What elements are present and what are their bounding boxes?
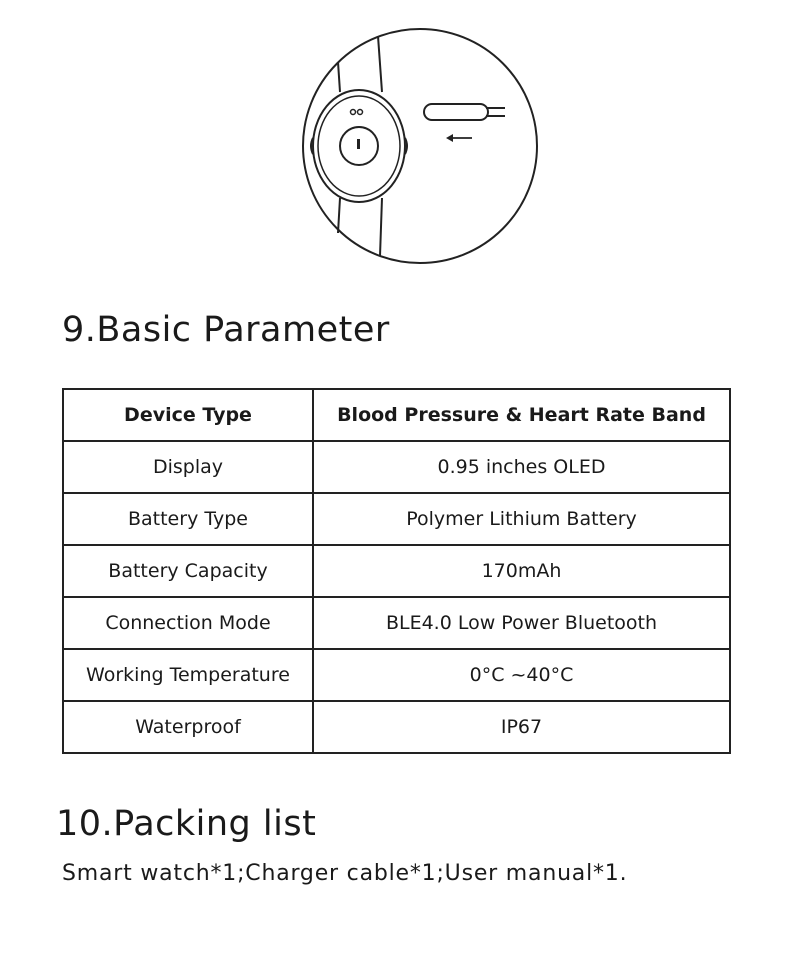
row-value: IP67 xyxy=(313,701,730,753)
basic-parameter-table xyxy=(62,388,731,754)
row-label: Battery Capacity xyxy=(63,545,313,597)
row-value: 170mAh xyxy=(313,545,730,597)
row-value: 0.95 inches OLED xyxy=(313,441,730,493)
row-value: 0°C ~40°C xyxy=(313,649,730,701)
charging-contact-icon xyxy=(351,110,356,115)
row-label: Display xyxy=(63,441,313,493)
packing-list-text: Smart watch*1;Charger cable*1;User manual*1. xyxy=(62,861,628,886)
insert-arrow-icon xyxy=(446,134,472,142)
table-row xyxy=(63,441,730,493)
row-label: Working Temperature xyxy=(63,649,313,701)
row-label: Battery Type xyxy=(63,493,313,545)
table-header-row xyxy=(63,389,730,441)
row-value: BLE4.0 Low Power Bluetooth xyxy=(313,597,730,649)
watch-charging-illustration xyxy=(300,26,540,266)
packing-list-title: 10.Packing list xyxy=(56,804,317,844)
basic-parameter-title: 9.Basic Parameter xyxy=(62,310,390,350)
row-value: Polymer Lithium Battery xyxy=(313,493,730,545)
charger-plug-icon xyxy=(424,104,505,120)
table-row xyxy=(63,545,730,597)
row-label: Waterproof xyxy=(63,701,313,753)
table-row xyxy=(63,649,730,701)
table-row xyxy=(63,597,730,649)
table-header-value: Blood Pressure & Heart Rate Band xyxy=(313,389,730,441)
row-label: Connection Mode xyxy=(63,597,313,649)
table-row xyxy=(63,701,730,753)
table-row xyxy=(63,493,730,545)
table-header-label: Device Type xyxy=(63,389,313,441)
